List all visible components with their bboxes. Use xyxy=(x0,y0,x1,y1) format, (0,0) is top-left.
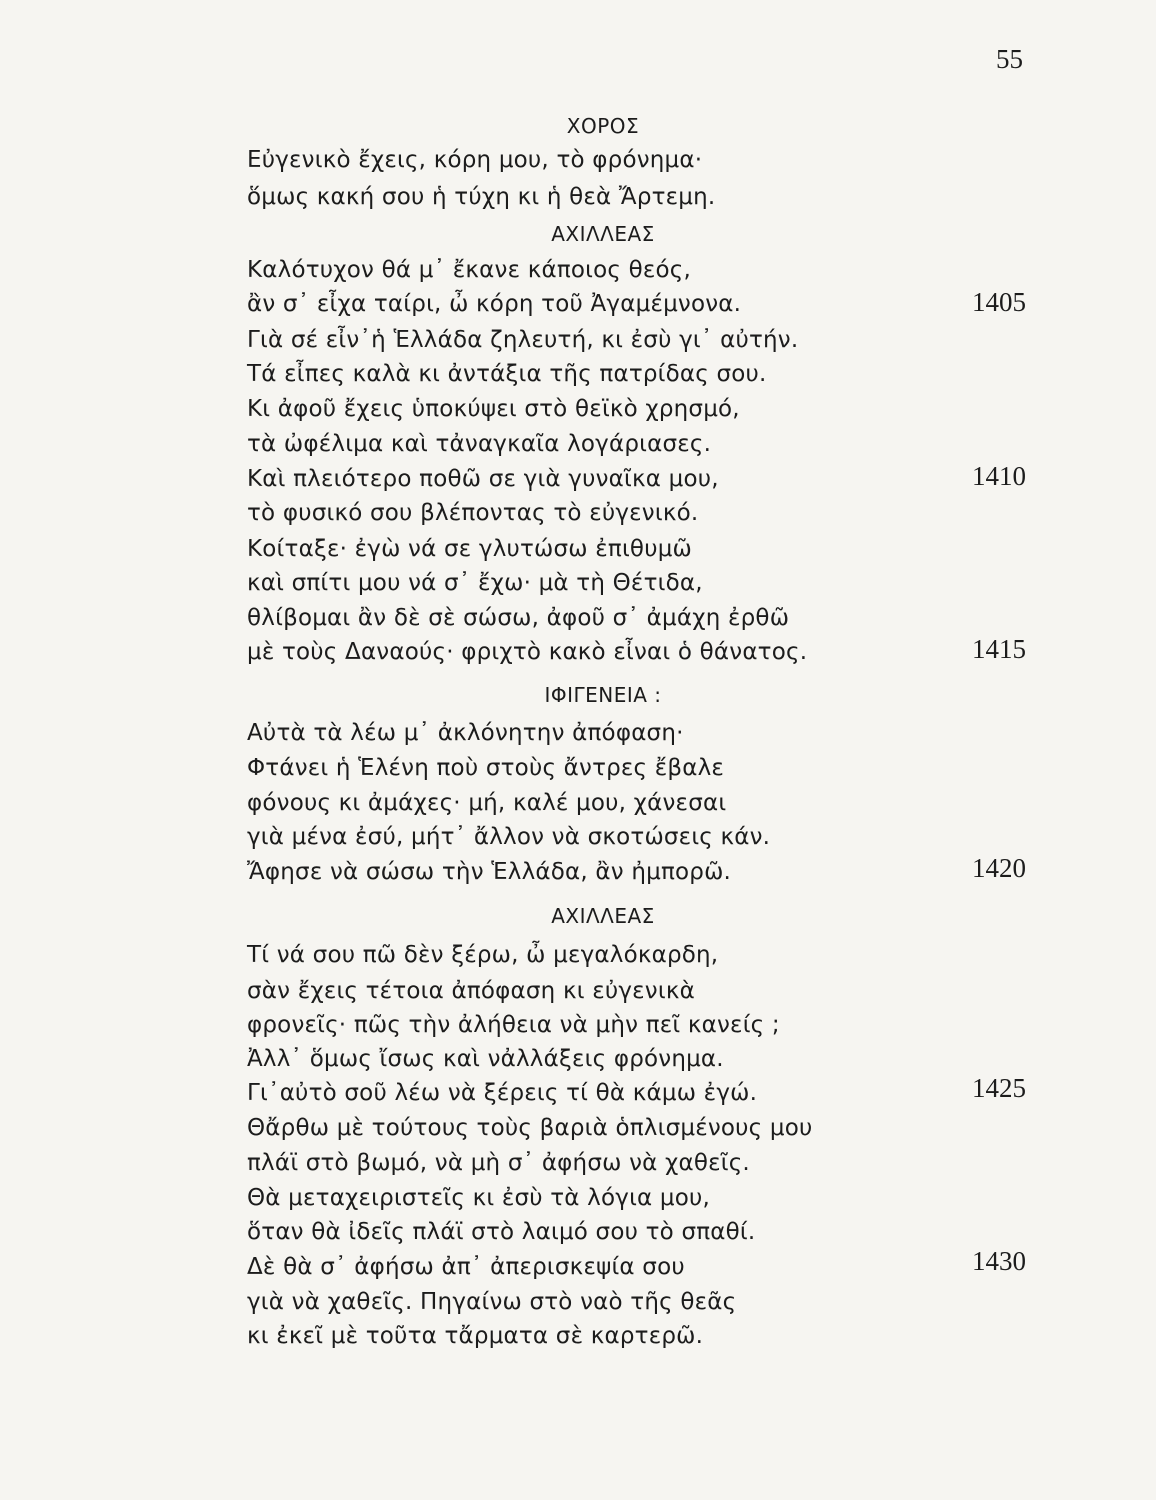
verse-line: ἂν σ᾽ εἶχα ταίρι, ὦ κόρη τοῦ Ἀγαμέμνονα. xyxy=(247,291,742,317)
line-number: 1420 xyxy=(972,853,1026,883)
verse-line: φόνους κι ἀμάχες· μή, καλέ μου, χάνεσαι xyxy=(247,790,727,816)
verse-line: καὶ σπίτι μου νά σ᾽ ἔχω· μὰ τὴ Θέτιδα, xyxy=(247,570,703,596)
verse-line: ὅμως κακή σου ἡ τύχη κι ἡ θεὰ Ἄρτεμη. xyxy=(247,184,716,210)
verse-line: Γιὰ σέ εἶν᾽ἡ Ἑλλάδα ζηλευτή, κι ἐσὺ γι᾽ αὐτήν. xyxy=(247,327,799,353)
verse-line: γιὰ νὰ χαθεῖς. Πηγαίνω στὸ ναὸ τῆς θεᾶς xyxy=(247,1289,737,1315)
verse-line: γιὰ μένα ἐσύ, μήτ᾽ ἄλλον νὰ σκοτώσεις κάν. xyxy=(247,824,771,850)
verse-line: Ἄφησε νὰ σώσω τὴν Ἑλλάδα, ἂν ἠμπορῶ. xyxy=(247,859,732,885)
verse-line: πλάϊ στὸ βωμό, νὰ μὴ σ᾽ ἀφήσω νὰ χαθεῖς. xyxy=(247,1150,750,1176)
verse-line: Γι᾽αὐτὸ σοῦ λέω νὰ ξέρεις τί θὰ κάμω ἐγώ. xyxy=(247,1080,758,1106)
speaker-heading: ΙΦΙΓΕΝΕΙΑ : xyxy=(544,683,662,707)
verse-line: Καλότυχον θά μ᾽ ἔκανε κάποιος θεός, xyxy=(247,257,692,283)
verse-line: κι ἐκεῖ μὲ τοῦτα τἄρματα σὲ καρτερῶ. xyxy=(247,1323,704,1349)
verse-line: Κοίταξε· ἐγὼ νά σε γλυτώσω ἐπιθυμῶ xyxy=(247,536,693,562)
verse-line: Θὰ μεταχειριστεῖς κι ἐσὺ τὰ λόγια μου, xyxy=(247,1185,711,1211)
verse-line: ὅταν θὰ ἰδεῖς πλάϊ στὸ λαιμό σου τὸ σπαθί. xyxy=(247,1219,756,1245)
line-number: 1410 xyxy=(972,461,1026,491)
verse-line: Κι ἀφοῦ ἔχεις ὑποκύψει στὸ θεϊκὸ χρησμό, xyxy=(247,396,740,422)
verse-line: Δὲ θὰ σ᾽ ἀφήσω ἀπ᾽ ἀπερισκεψία σου xyxy=(247,1254,685,1280)
verse-line: Τί νά σου πῶ δὲν ξέρω, ὦ μεγαλόκαρδη, xyxy=(247,942,719,968)
page-number: 55 xyxy=(996,44,1023,74)
verse-line: Καὶ πλειότερο ποθῶ σε γιὰ γυναῖκα μου, xyxy=(247,466,719,492)
speaker-heading: ΑΧΙΛΛΕΑΣ xyxy=(551,904,655,928)
verse-line: Εὐγενικὸ ἔχεις, κόρη μου, τὸ φρόνημα· xyxy=(247,147,703,173)
line-number: 1430 xyxy=(972,1246,1026,1276)
verse-line: σὰν ἔχεις τέτοια ἀπόφαση κι εὐγενικὰ xyxy=(247,978,695,1004)
line-number: 1405 xyxy=(972,287,1026,317)
verse-line: φρονεῖς· πῶς τὴν ἀλήθεια νὰ μὴν πεῖ κανείς ; xyxy=(247,1012,780,1038)
verse-line: Τά εἶπες καλὰ κι ἀντάξια τῆς πατρίδας σου. xyxy=(247,361,767,387)
verse-line: μὲ τοὺς Δαναούς· φριχτὸ κακὸ εἶναι ὁ θάνατος. xyxy=(247,639,808,665)
verse-line: θλίβομαι ἂν δὲ σὲ σώσω, ἀφοῦ σ᾽ ἀμάχη ἐρθῶ xyxy=(247,605,790,631)
verse-line: Φτάνει ἡ Ἑλένη ποὺ στοὺς ἄντρες ἔβαλε xyxy=(247,755,725,781)
line-number: 1415 xyxy=(972,634,1026,664)
speaker-heading: ΑΧΙΛΛΕΑΣ xyxy=(551,222,655,246)
verse-line: Θἄρθω μὲ τούτους τοὺς βαριὰ ὁπλισμένους μου xyxy=(247,1115,813,1141)
speaker-heading: ΧΟΡΟΣ xyxy=(566,114,640,138)
verse-line: Αὐτὰ τὰ λέω μ᾽ ἀκλόνητην ἀπόφαση· xyxy=(247,720,684,746)
verse-line: τὰ ὠφέλιμα καὶ τἀναγκαῖα λογάριασες. xyxy=(247,431,712,457)
line-number: 1425 xyxy=(972,1073,1026,1103)
verse-line: τὸ φυσικό σου βλέποντας τὸ εὐγενικό. xyxy=(247,500,699,526)
verse-line: Ἀλλ᾽ ὅμως ἴσως καὶ νἀλλάξεις φρόνημα. xyxy=(247,1046,724,1072)
